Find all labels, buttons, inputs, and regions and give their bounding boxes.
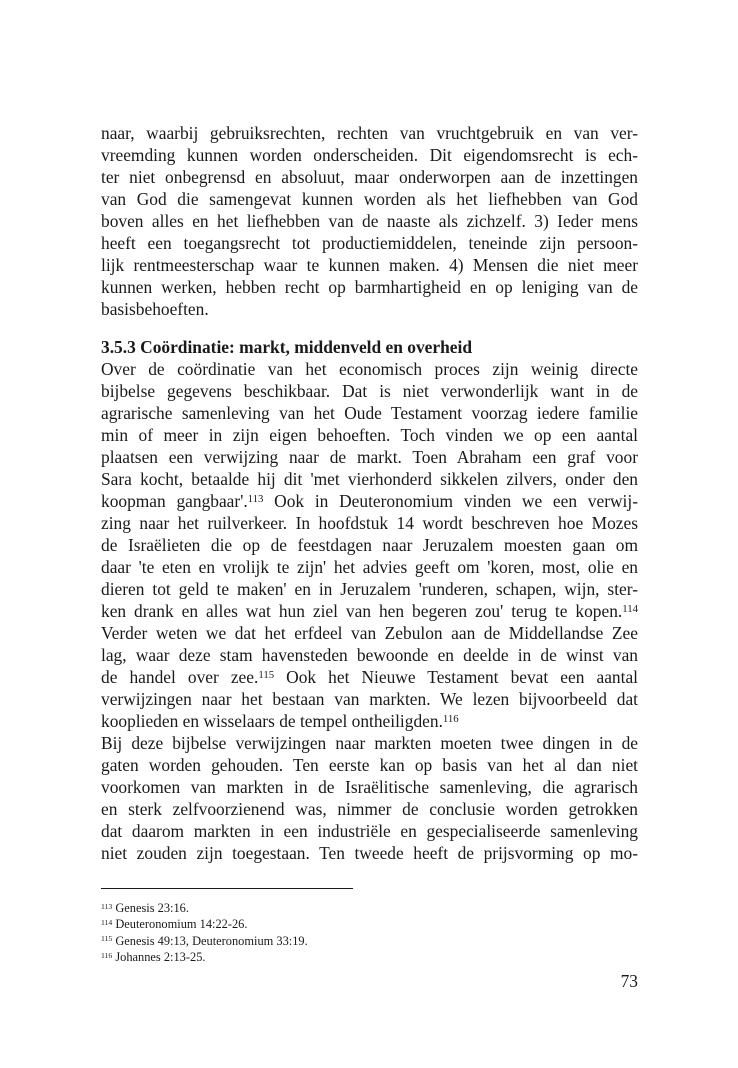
paragraph-1 [101,122,638,320]
text-line: gaten worden gehouden. Ten eerste kan op basis van het al dan niet [101,755,638,775]
footnotes [101,900,638,966]
footnote-ref[interactable]: 113 [247,493,264,506]
text-line: niet zouden zijn toegestaan. Ten tweede heeft de prijsvorming op mo- [101,843,638,863]
footnote [101,933,638,949]
text-segment: koopman gangbaar'. [101,491,248,511]
footnote-divider [101,888,353,889]
page-number: 73 [620,971,638,991]
text-line: heeft een toegangsrecht tot productiemiddelen, teneinde zijn persoon- [101,233,638,253]
footnote-ref[interactable]: 114 [622,603,638,616]
text-segment: ken drank en alles wat hun ziel van hen begeren zou' terug te kopen. [101,601,623,621]
text-line: min of meer in zijn eigen behoeften. Toch vinden we op een aantal [101,425,638,445]
text-line [101,666,638,688]
footnote [101,916,638,932]
text-line: lijk rentmeesterschap waar te kunnen maken. 4) Mensen die niet meer [101,255,638,275]
text-segment: kooplieden en wisselaars de tempel ontheiligden. [101,711,443,731]
text-line: en sterk zelfvoorzienend was, nimmer de conclusie worden getrokken [101,799,638,819]
footnote-number: 113 [101,901,113,911]
text-line [101,490,638,512]
text-line: boven alles en het liefhebben van de naaste als zichzelf. 3) Ieder mens [101,211,638,231]
footnote-ref[interactable]: 115 [258,669,275,682]
text-line: naar, waarbij gebruiksrechten, rechten van vruchtgebruik en van ver- [101,123,638,143]
body-text [101,122,638,864]
text-line: dieren tot geld te maken' en in Jeruzalem 'runderen, schapen, wijn, ster- [101,579,638,599]
text-line: basisbehoeften. [101,299,209,319]
footnote-text: Genesis 23:16. [112,901,189,915]
text-line: de Israëlieten die op de feestdagen naar Jeruzalem moesten gaan om [101,535,638,555]
text-line: agrarische samenleving van het Oude Testament voorzag iedere familie [101,403,638,423]
text-line: voorkomen van markten in de Israëlitische samenleving, die agrarisch [101,777,638,797]
footnote-text: Johannes 2:13-25. [112,950,206,965]
text-line: Sara kocht, betaalde hij dit 'met vierhonderd sikkelen zilvers, onder den [101,469,638,489]
paragraph-gap [101,320,638,336]
text-line: van God die samengevat kunnen worden als het liefhebben van God [101,189,638,209]
text-line [101,600,638,622]
footnote [101,900,638,916]
text-line: vreemding kunnen worden onderscheiden. Dit eigendomsrecht is ech- [101,145,638,165]
paragraph-2 [101,358,638,732]
footnote-number: 114 [101,917,113,927]
footnote-ref[interactable]: 116 [442,713,459,726]
text-line: bijbelse gegevens beschikbaar. Dat is niet verwonderlijk want in de [101,381,638,401]
text-line: Over de coördinatie van het economisch proces zijn weinig directe [101,359,638,379]
text-line: dat daarom markten in een industriële en gespecialiseerde samenleving [101,821,638,841]
paragraph-3 [101,732,638,864]
text-line: Bij deze bijbelse verwijzingen naar markten moeten twee dingen in de [101,733,638,753]
text-line: ter niet onbegrensd en absoluut, maar onderworpen aan de inzettingen [101,167,638,187]
text-segment: Ook het Nieuwe Testament bevat een aantal [274,667,638,687]
text-line: lag, waar deze stam havensteden bewoonde en deelde in de winst van [101,645,638,665]
text-segment: de handel over zee. [101,667,259,687]
text-line: plaatsen een verwijzing naar de markt. Toen Abraham een graf voor [101,447,638,467]
text-line: Verder weten we dat het erfdeel van Zebulon aan de Middellandse Zee [101,623,638,643]
text-line [101,710,638,732]
footnote-number: 115 [101,934,113,944]
footnote-text: Deuteronomium 14:22-26. [112,917,248,932]
footnote [101,949,638,965]
section-heading: 3.5.3 Coördinatie: markt, middenveld en overheid [101,337,472,357]
text-segment: Ook in Deuteronomium vinden we een verwij- [263,491,638,511]
footnote-text: Genesis 49:13, Deuteronomium 33:19. [112,933,308,948]
text-line: kunnen werken, hebben recht op barmhartigheid en op leniging van de [101,277,638,297]
text-line: verwijzingen naar het bestaan van markten. We lezen bijvoorbeeld dat [101,689,638,709]
footnote-number: 116 [101,950,113,960]
text-line: zing naar het ruilverkeer. In hoofdstuk 14 wordt beschreven hoe Mozes [101,513,638,533]
text-line: daar 'te eten en vrolijk te zijn' het advies geeft om 'koren, most, olie en [101,557,638,577]
